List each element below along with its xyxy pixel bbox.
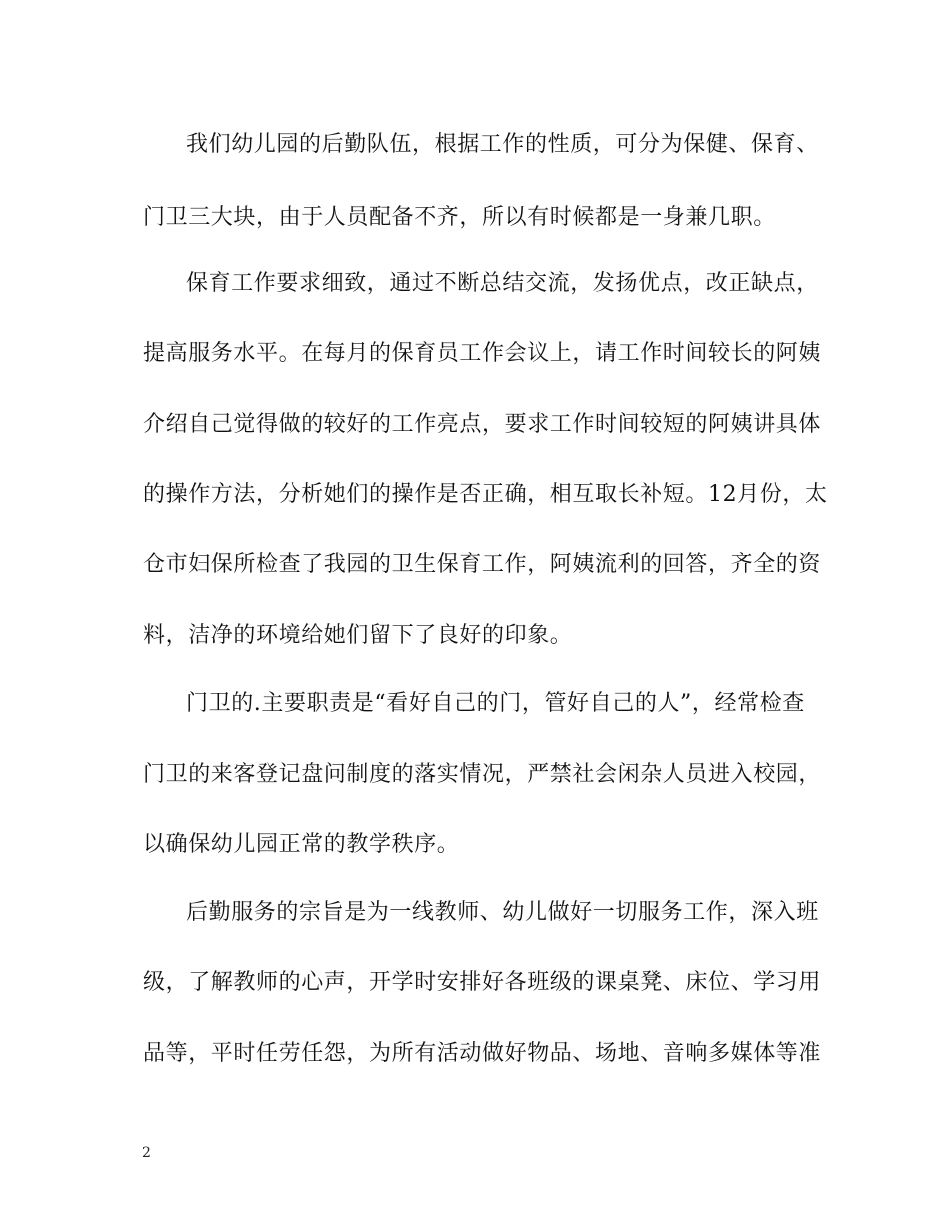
paragraph-4-line-3: 品等，平时任劳任怨，为所有活动做好物品、场地、音响多媒体等准 (143, 1041, 822, 1066)
paragraph-1-line-2: 门卫三大块，由于人员配备不齐，所以有时候都是一身兼几职。 (143, 205, 776, 230)
paragraph-2-line-4: 的操作方法，分析她们的操作是否正确，相互取长补短。12月份，太 (143, 482, 828, 507)
paragraph-3-line-2: 门卫的来客登记盘问制度的落实情况，严禁社会闲杂人员进入校园， (143, 762, 822, 787)
paragraph-4-line-1: 后勤服务的宗旨是为一线教师、幼儿做好一切服务工作，深入班 (186, 900, 819, 925)
paragraph-2-line-5: 仓市妇保所检查了我园的卫生保育工作，阿姨流利的回答，齐全的资 (143, 552, 822, 577)
paragraph-3-line-1: 门卫的.主要职责是“看好自己的门，管好自己的人”，经常检查 (186, 691, 805, 716)
paragraph-1-line-1: 我们幼儿园的后勤队伍，根据工作的性质，可分为保健、保育、 (186, 132, 819, 157)
paragraph-2-line-6: 料，洁净的环境给她们留下了良好的印象。 (143, 623, 573, 648)
paragraph-2-line-2: 提高服务水平。在每月的保育员工作会议上，请工作时间较长的阿姨 (143, 341, 822, 366)
paragraph-3-line-3: 以确保幼儿园正常的教学秩序。 (143, 832, 460, 857)
page-number: 2 (142, 1145, 151, 1161)
paragraph-2-line-1: 保育工作要求细致，通过不断总结交流，发扬优点，改正缺点， (186, 271, 819, 296)
paragraph-4-line-2: 级，了解教师的心声，开学时安排好各班级的课桌凳、床位、学习用 (143, 970, 822, 995)
paragraph-2-line-3: 介绍自己觉得做的较好的工作亮点，要求工作时间较短的阿姨讲具体 (143, 412, 822, 437)
